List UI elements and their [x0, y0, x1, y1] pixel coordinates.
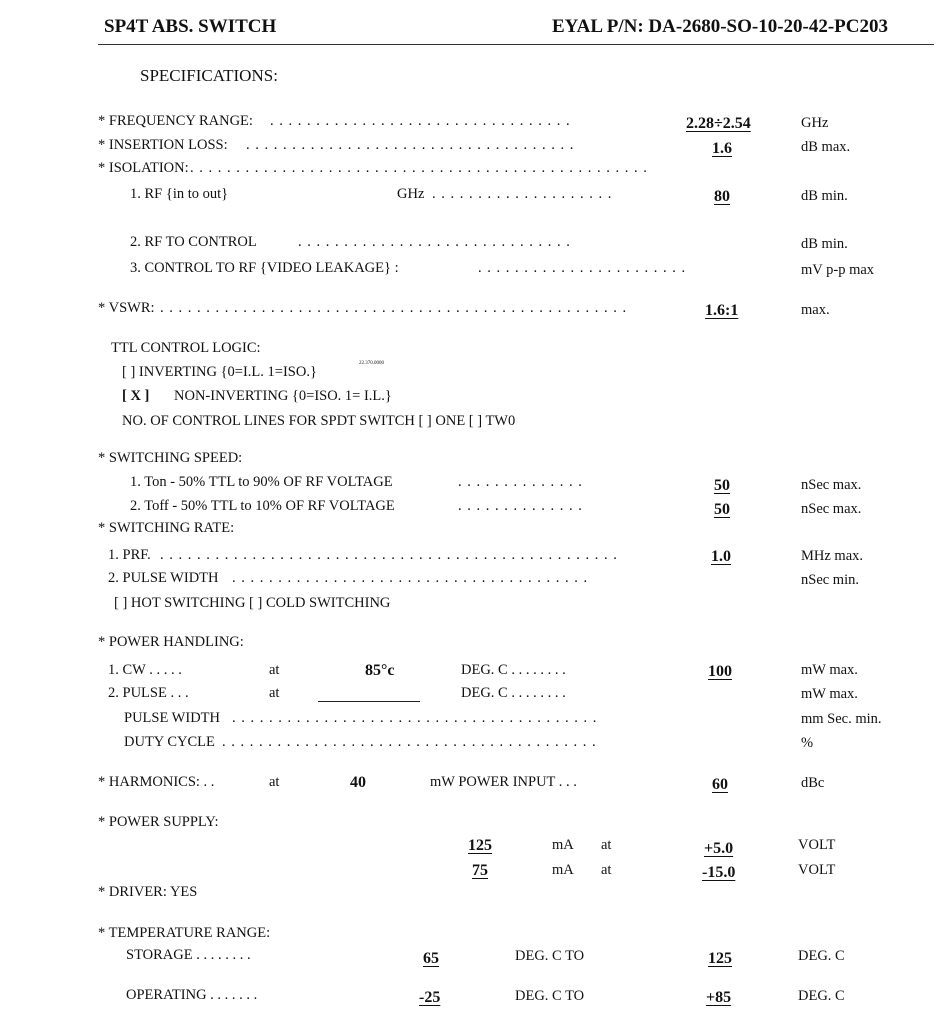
pulse-label: 2. PULSE . . . [108, 685, 189, 701]
supply-current: 125 [468, 837, 492, 854]
ttl-inverting: [ ] INVERTING {0=I.L. 1=ISO.} [122, 364, 317, 380]
leader-dots: . . . . . . . . . . . . . . [458, 474, 583, 490]
leader-dots: . . . . . . . . . . . . . . . . . . . . . . . . . . . . . . [298, 234, 571, 250]
ttl-inverting-note: 22.370.0000 [359, 361, 384, 366]
part-number: EYAL P/N: DA-2680-SO-10-20-42-PC203 [552, 16, 889, 37]
section-title: SPECIFICATIONS: [140, 66, 278, 85]
harmonics-power-text: mW POWER INPUT . . . [430, 774, 577, 790]
cw-at: at [269, 662, 280, 678]
leader-dots: . . . . . . . . . . . . . . . . . . . . [432, 186, 613, 202]
operating-unit: DEG. C [798, 988, 845, 1004]
harmonics-at: at [269, 774, 280, 790]
ton-value: 50 [714, 477, 730, 494]
prf-value: 1.0 [711, 548, 731, 565]
leader-dots: . . . . . . . . . . . . . . [458, 498, 583, 514]
prf-label: 1. PRF. [108, 547, 151, 563]
vswr-value: 1.6:1 [705, 302, 739, 319]
operating-to: +85 [706, 989, 732, 1006]
pulse-deg: DEG. C . . . . . . . . [461, 685, 566, 701]
storage-unit: DEG. C [798, 948, 845, 964]
harmonics-label: * HARMONICS: . . [98, 774, 215, 790]
power-supply-label: * POWER SUPPLY: [98, 814, 219, 830]
harmonics-unit: dBc [801, 775, 825, 791]
insertion-loss-unit: dB max. [801, 139, 851, 155]
vswr-label: * VSWR: [98, 300, 155, 316]
duty-cycle-unit: % [801, 735, 814, 751]
power-handling-label: * POWER HANDLING: [98, 634, 244, 650]
isolation-label: * ISOLATION: [98, 160, 189, 176]
isolation-control-rf-unit: mV p-p max [801, 262, 875, 278]
cw-temperature: 85°c [365, 662, 395, 679]
isolation-rf-ghz: GHz [397, 186, 425, 202]
temperature-range-label: * TEMPERATURE RANGE: [98, 925, 271, 941]
pulse-width-unit: mm Sec. min. [801, 711, 882, 727]
storage-from: 65 [423, 950, 439, 967]
ttl-noninverting-checkbox: [ X ] [122, 388, 150, 404]
leader-dots: . . . . . . . . . . . . . . . . . . . . . . . . . . . . . . . . . . . . . . . . . . . . . . . . . . . [160, 300, 628, 316]
isolation-rf-value: 80 [714, 188, 730, 205]
hot-cold-switching: [ ] HOT SWITCHING [ ] COLD SWITCHING [114, 595, 391, 611]
isolation-control-rf-label: 3. CONTROL TO RF {VIDEO LEAKAGE} : [130, 260, 399, 276]
insertion-loss-label: * INSERTION LOSS: [98, 137, 228, 153]
isolation-rf-unit: dB min. [801, 188, 848, 204]
isolation-rf-control-label: 2. RF TO CONTROL [130, 234, 257, 250]
supply-current: 75 [472, 862, 488, 879]
cw-unit: mW max. [801, 662, 858, 678]
pulse-width-label: 2. PULSE WIDTH [108, 570, 219, 586]
duty-cycle-label: DUTY CYCLE [124, 734, 215, 750]
cw-deg: DEG. C . . . . . . . . [461, 662, 566, 678]
toff-label: 2. Toff - 50% TTL to 10% OF RF VOLTAGE [130, 498, 395, 514]
document-title: SP4T ABS. SWITCH [104, 16, 277, 37]
harmonics-value: 60 [712, 776, 728, 793]
ton-unit: nSec max. [801, 477, 862, 493]
insertion-loss-value: 1.6 [712, 140, 732, 157]
storage-label: STORAGE . . . . . . . . [126, 947, 251, 963]
ttl-control-lines: NO. OF CONTROL LINES FOR SPDT SWITCH [ ] ONE [ ] TW0 [122, 413, 516, 429]
ton-label: 1. Ton - 50% TTL to 90% OF RF VOLTAGE [130, 474, 393, 490]
supply-voltage: -15.0 [702, 864, 736, 881]
isolation-rf-control-unit: dB min. [801, 236, 848, 252]
toff-unit: nSec max. [801, 501, 862, 517]
leader-dots: . . . . . . . . . . . . . . . . . . . . . . . . . . . . . . . . . [270, 113, 571, 129]
storage-to-text: DEG. C TO [515, 948, 585, 964]
supply-volt-label: VOLT [798, 862, 836, 878]
supply-volt-label: VOLT [798, 837, 836, 853]
frequency-value: 2.28÷2.54 [686, 115, 751, 132]
driver-label: * DRIVER: YES [98, 884, 198, 900]
isolation-rf-label: 1. RF {in to out} [130, 186, 229, 202]
ttl-noninverting: NON-INVERTING {0=ISO. 1= I.L.} [174, 388, 392, 404]
ttl-title: TTL CONTROL LOGIC: [111, 340, 261, 356]
supply-ma-label: mA [552, 837, 574, 853]
leader-dots: . . . . . . . . . . . . . . . . . . . . . . . . . . . . . . . . . . . . . . . . . [222, 734, 597, 750]
pulse-unit: mW max. [801, 686, 858, 702]
cw-label: 1. CW . . . . . [108, 662, 182, 678]
supply-at: at [601, 862, 612, 878]
header-rule [98, 44, 934, 45]
switching-speed-label: * SWITCHING SPEED: [98, 450, 243, 466]
pulse-width-unit: nSec min. [801, 572, 859, 588]
leader-dots: . . . . . . . . . . . . . . . . . . . . . . . [478, 260, 687, 276]
operating-to-text: DEG. C TO [515, 988, 585, 1004]
pulse-width-label: PULSE WIDTH [124, 710, 220, 726]
pulse-at: at [269, 685, 280, 701]
operating-label: OPERATING . . . . . . . [126, 987, 258, 1003]
prf-unit: MHz max. [801, 548, 864, 564]
pulse-temperature-blank [318, 701, 420, 702]
leader-dots: . . . . . . . . . . . . . . . . . . . . . . . . . . . . . . . . . . . . . . . . . . . . . . . . . . [160, 547, 618, 563]
harmonics-power: 40 [350, 774, 366, 791]
supply-at: at [601, 837, 612, 853]
leader-dots: . . . . . . . . . . . . . . . . . . . . . . . . . . . . . . . . . . . . . . . . . . . . . . . . . . [190, 160, 648, 176]
toff-value: 50 [714, 501, 730, 518]
leader-dots: . . . . . . . . . . . . . . . . . . . . . . . . . . . . . . . . . . . . . . . . [232, 710, 598, 726]
cw-value: 100 [708, 663, 732, 680]
leader-dots: . . . . . . . . . . . . . . . . . . . . . . . . . . . . . . . . . . . . [246, 137, 575, 153]
frequency-label: * FREQUENCY RANGE: [98, 113, 253, 129]
storage-to: 125 [708, 950, 732, 967]
frequency-unit: GHz [801, 115, 829, 131]
operating-from: -25 [419, 989, 441, 1006]
leader-dots: . . . . . . . . . . . . . . . . . . . . . . . . . . . . . . . . . . . . . . . [232, 570, 589, 586]
supply-ma-label: mA [552, 862, 574, 878]
vswr-unit: max. [801, 302, 830, 318]
switching-rate-label: * SWITCHING RATE: [98, 520, 235, 536]
supply-voltage: +5.0 [704, 840, 734, 857]
